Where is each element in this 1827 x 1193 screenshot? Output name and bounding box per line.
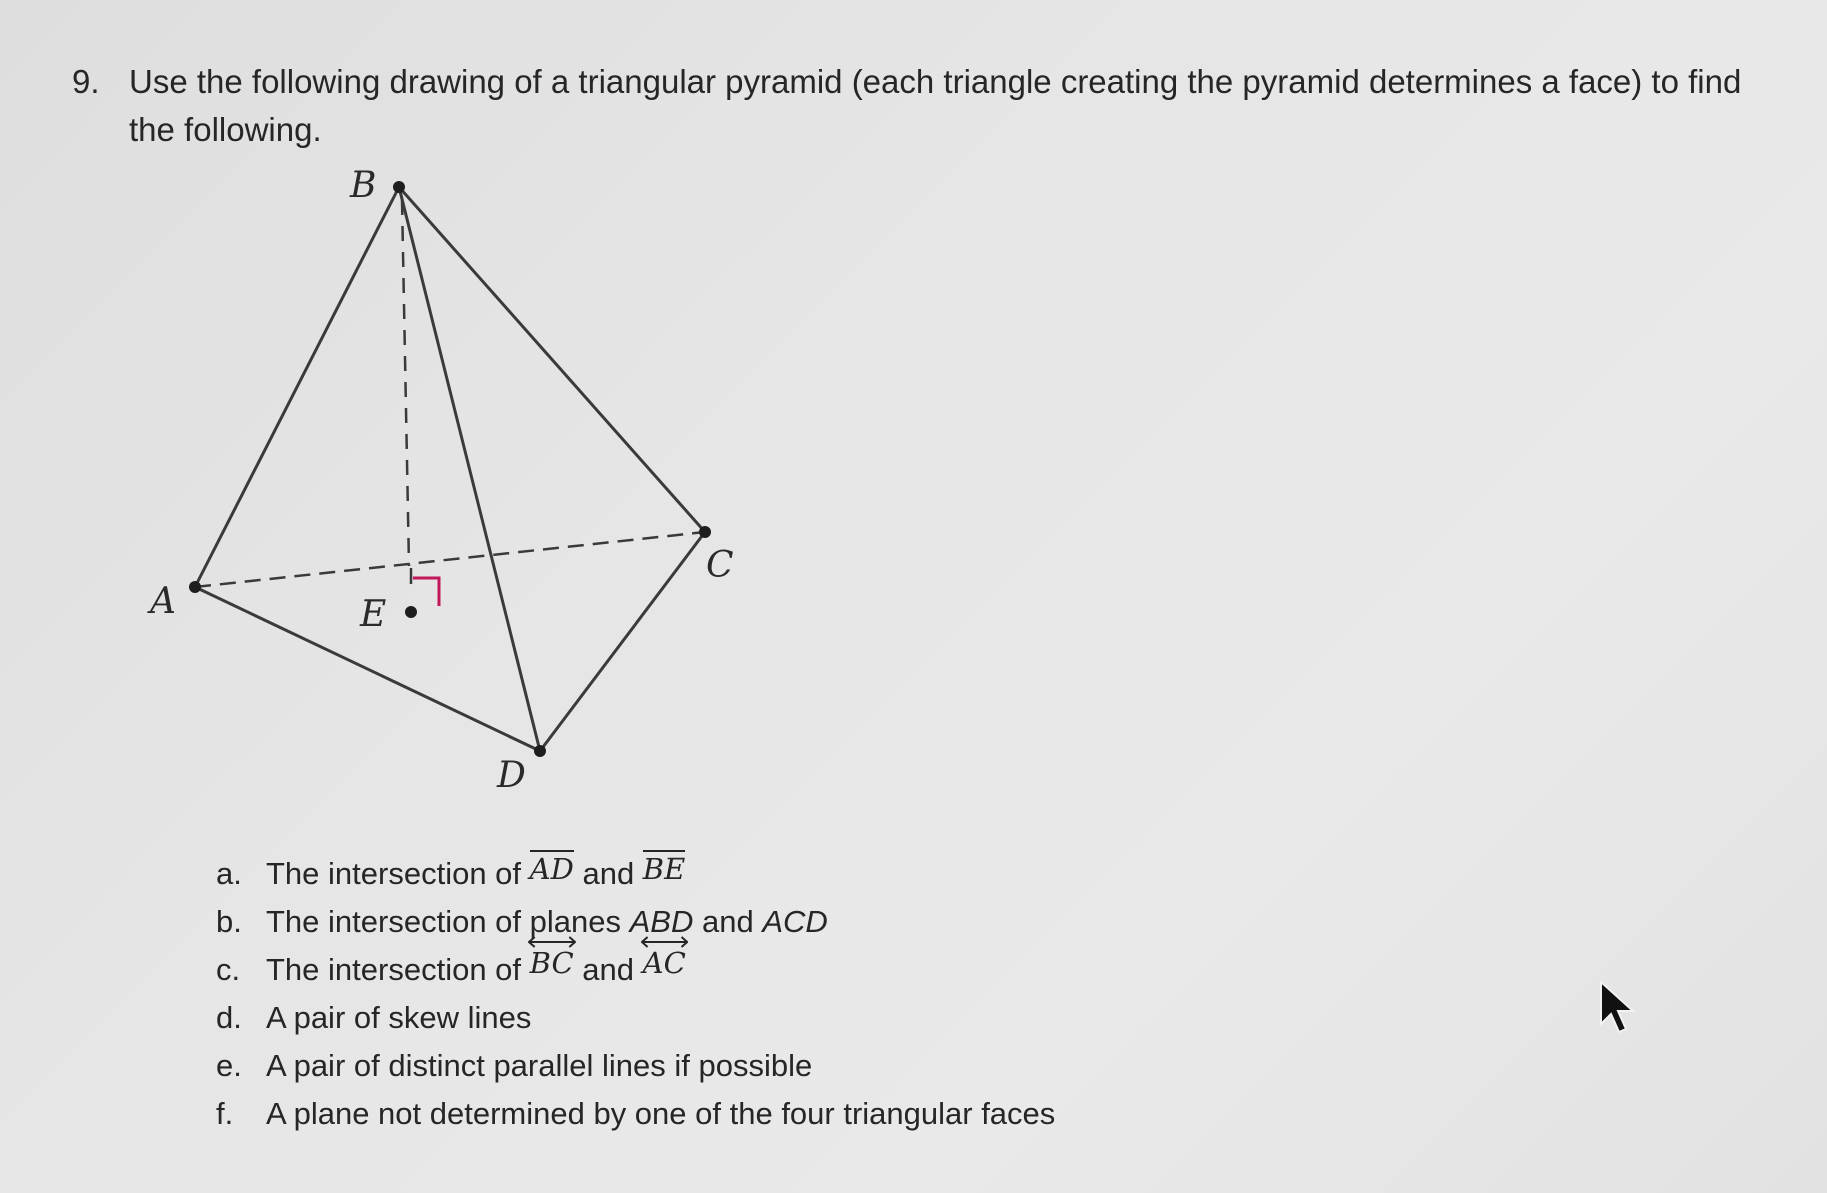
question-text: Use the following drawing of a triangular pyramid (each triangle creating the pyramid determines a face) to find the following. [129,63,1742,148]
edge-ab [195,187,399,587]
part-a-letter: a. [216,856,242,891]
part-c-middle: and [573,952,643,987]
segment-ad: AD [530,850,574,898]
plane-abd: ABD [629,904,694,939]
part-a-prefix: The intersection of [266,856,530,891]
question-parts [216,850,1055,1138]
line-bc-wrapper [530,946,574,994]
part-b [216,898,1055,946]
point-e [405,606,417,618]
edge-bd [399,187,540,751]
label-d: D [497,755,526,796]
label-c: C [706,545,734,586]
part-e-letter: e. [216,1048,242,1083]
part-a-middle: and [573,856,643,891]
label-a: A [150,581,176,622]
part-d [216,994,1055,1042]
point-b [393,181,405,193]
line-ac: AC [642,946,686,980]
hidden-edge-ac [195,532,705,587]
part-b-letter: b. [216,904,242,939]
question-number: 9. [72,63,100,100]
part-b-middle: and [693,904,763,939]
part-e-text: A pair of distinct parallel lines if possible [266,1048,813,1083]
part-d-letter: d. [216,1000,242,1035]
part-d-text: A pair of skew lines [266,1000,532,1035]
mouse-pointer-icon [1597,980,1637,1036]
point-a [189,581,201,593]
point-d [534,745,546,757]
part-a [216,850,1055,898]
hidden-segment-be [402,200,409,566]
part-c-prefix: The intersection of [266,952,530,987]
label-e: E [360,594,387,635]
label-b: B [350,165,377,206]
part-c [216,946,1055,994]
part-f-text: A plane not determined by one of the four triangular faces [266,1096,1056,1131]
right-angle-mark [413,578,439,606]
double-arrow-icon [641,936,688,948]
part-e [216,1042,1055,1090]
edge-cd [540,532,705,751]
part-c-letter: c. [216,952,241,987]
part-f-letter: f. [216,1096,234,1131]
edge-bc [399,187,705,532]
part-b-prefix: The intersection of planes [266,904,630,939]
line-ac-wrapper [643,946,686,994]
segment-be: BE [643,850,685,898]
plane-acd: ACD [762,904,828,939]
double-arrow-icon [528,936,576,948]
point-c [699,526,711,538]
line-bc: BC [529,946,574,980]
part-f [216,1090,1055,1138]
